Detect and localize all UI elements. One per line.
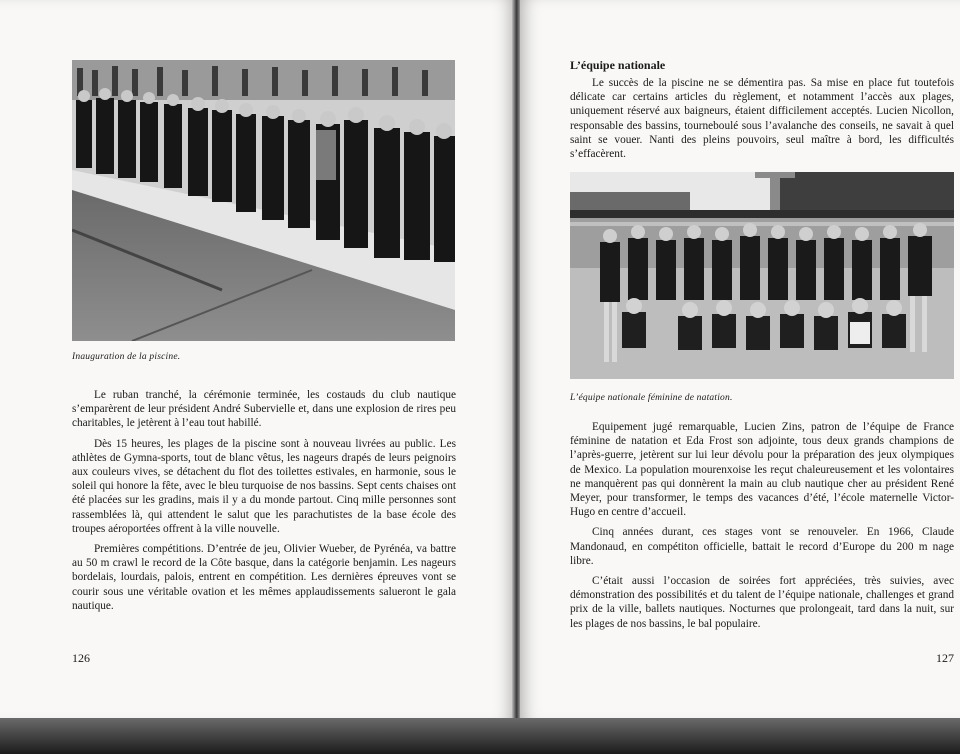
right-paragraph: Cinq années durant, ces stages vont se renouveler. En 1966, Claude Mandonaud, en compétiton officielle, battait le record d’Europe du 200 m nage libre. xyxy=(570,526,954,567)
right-intro-text xyxy=(570,76,954,167)
page-number-left: 126 xyxy=(72,651,90,665)
inauguration-photo-image xyxy=(72,60,455,341)
left-paragraph: Premières compétitions. D’entrée de jeu, Olivier Wueber, de Pyrénéa, va battre au 50 m crawl le record de la Côte basque, dans la catégorie benjamin. Les nageurs bordelais, lourdais, palois, entrent en compétition. Les dernières épreuves vont se courir sous une véritable ovation et les mêmes applaudissements salueront le gala nautique. xyxy=(72,543,456,612)
right-paragraph: C’était aussi l’occasion de soirées fort appréciées, très suivies, avec démonstration des possibilités et du talent de l’équipe nationale, challenges et grand prix de la ville, ballets nautiques. Nocturnes que prolongeait, tard dans la nuit, sur les plages de nos bassins, le bal populaire. xyxy=(570,575,954,630)
inauguration-photo xyxy=(72,60,455,341)
team-photo xyxy=(570,172,954,379)
right-paragraph: Equipement jugé remarquable, Lucien Zins, patron de l’équipe de France féminine de natation et Eda Frost son adjointe, tous deux grands champions de l’après-guerre, jetèrent sur lui leur dévolu pour la préparation des jeux olympiques de Mexico. La population mourenxoise les reçut chaleureusement et les volontaires ne manquèrent pas qui donnèrent la main au club nautique cher au président René Meyer, pour transformer, le temps des vacances d’été, l’école maternelle Victor-Hugo en centre d’accueil. xyxy=(570,421,954,519)
team-photo-image xyxy=(570,172,954,379)
team-caption: L’équipe nationale féminine de natation. xyxy=(570,393,733,403)
bottom-edge-shadow xyxy=(0,718,960,754)
left-paragraph: Le ruban tranché, la cérémonie terminée, les costauds du club nautique s’emparèrent de leur président André Subervielle et, dans une explosion de rires peu charitables, le jetèrent à l’eau tout habillé. xyxy=(72,389,456,430)
left-paragraph: Dès 15 heures, les plages de la piscine sont à nouveau livrées au public. Les athlètes de Gymna-sports, tout de blanc vêtus, les nageurs drapés de leurs peignoirs aux couleurs vives, se détachent du flot des toilettes estivales, en harmonie, sous le soleil qui honore la fête, avec le bleu turquoise de nos bassins. Sept cents chaises ont été placées sur les gradins, mais il y a du monde partout. Cinq mille personnes sont rassemblées là, qui attendent le salut que les parachutistes de la base école des troupes aéroportées offrent à la ville nouvelle. xyxy=(72,437,456,535)
left-body-text xyxy=(72,388,456,619)
inauguration-caption: Inauguration de la piscine. xyxy=(72,352,181,362)
intro-paragraph: Le succès de la piscine ne se démentira pas. Sa mise en place fut toutefois délicate car certains articles du règlement, et notamment l’accès aux plages, uniquement réservé aux baigneurs, étaient difficilement acceptés. Lucien Nicollon, responsable des bassins, tourneboulé sous l’avalanche des conseils, ne savait à quel saint se vouer. Nanti des pleins pouvoirs, seul maître à bord, les difficultés s’effacèrent. xyxy=(570,77,954,161)
page-number-right: 127 xyxy=(936,651,954,665)
right-body-text xyxy=(570,420,954,637)
section-heading: L’équipe nationale xyxy=(570,58,666,72)
right-page xyxy=(520,0,960,722)
